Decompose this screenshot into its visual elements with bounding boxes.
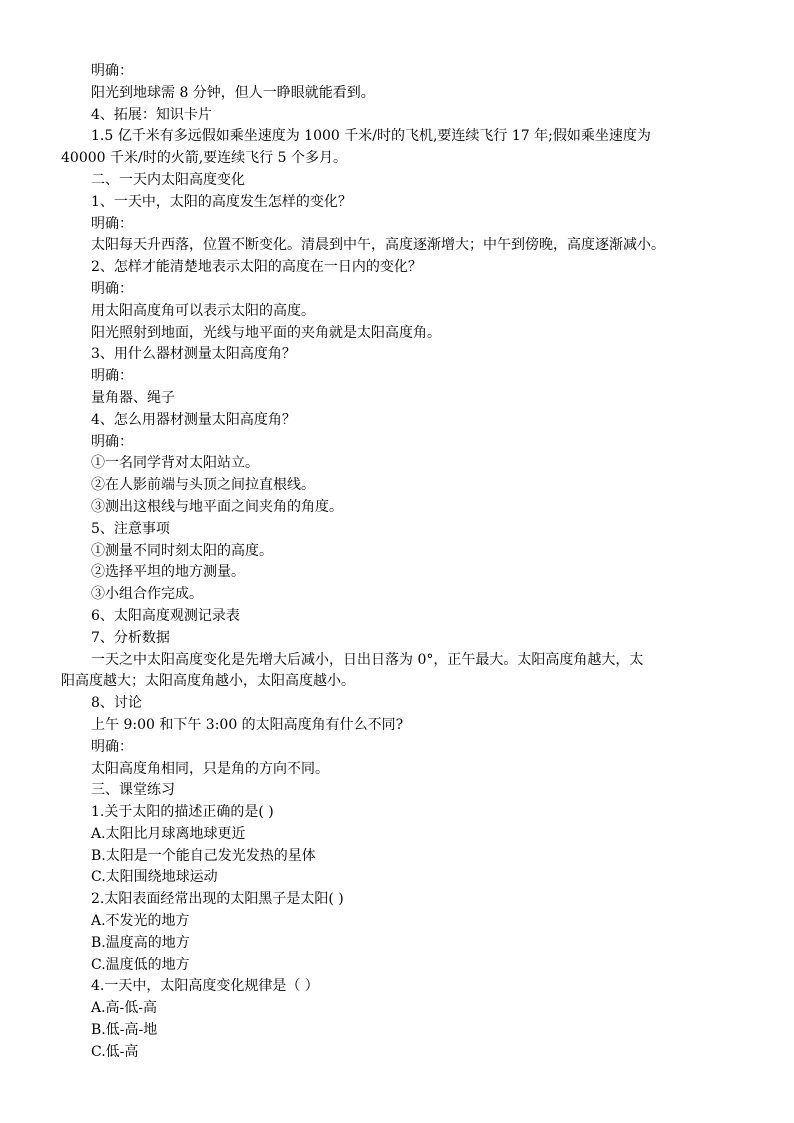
text-line: ①一名同学背对太阳站立。	[91, 455, 259, 472]
text-line: 明确：	[91, 368, 133, 385]
text-line: 阳高度越大；太阳高度角越小，太阳高度越小。	[61, 673, 355, 690]
text-line: 二、一天内太阳高度变化	[91, 171, 245, 188]
text-line: 太阳每天升西落，位置不断变化。清晨到中午，高度逐渐增大；中午到傍晚，高度逐渐减小。	[91, 237, 665, 254]
text-line: A.太阳比月球离地球更近	[91, 825, 246, 842]
text-line: 8、讨论	[91, 695, 142, 712]
text-line: 阳光照射到地面，光线与地平面的夹角就是太阳高度角。	[91, 324, 441, 341]
text-line: 量角器、绳子	[91, 389, 175, 406]
text-line: ③测出这根线与地平面之间夹角的角度。	[91, 498, 343, 515]
text-line: 用太阳高度角可以表示太阳的高度。	[91, 302, 315, 319]
text-line: 明确：	[91, 738, 133, 755]
text-line: 1.5 亿千米有多远假如乘坐速度为 1000 千米/时的飞机,要连续飞行 17 年;假如乘坐速度为	[91, 128, 651, 145]
text-line: 明确：	[91, 433, 133, 450]
text-line: 明确：	[91, 280, 133, 297]
text-line: B.低-高-地	[91, 1022, 158, 1039]
text-line: 3、用什么器材测量太阳高度角？	[91, 346, 296, 363]
text-line: 40000 千米/时的火箭,要连续飞行 5 个多月。	[61, 150, 347, 167]
text-line: 4.一天中，太阳高度变化规律是（ ）	[91, 978, 319, 995]
text-line: 4、拓展：知识卡片	[91, 106, 212, 123]
text-line: 明确：	[91, 215, 133, 232]
text-line: 太阳高度角相同，只是角的方向不同。	[91, 760, 329, 777]
text-line: C.温度低的地方	[91, 956, 190, 973]
text-line: A.高-低-高	[91, 1000, 158, 1017]
text-line: B.太阳是一个能自己发光发热的星体	[91, 847, 316, 864]
document-body	[0, 61, 794, 1064]
text-line: 7、分析数据	[91, 629, 170, 646]
text-line: 1.关于太阳的描述正确的是( )	[91, 804, 274, 821]
text-line: 2、怎样才能清楚地表示太阳的高度在一日内的变化？	[91, 259, 422, 276]
text-line: 三、课堂练习	[91, 782, 175, 799]
text-line: C.太阳围绕地球运动	[91, 869, 218, 886]
text-line: ②选择平坦的地方测量。	[91, 564, 245, 581]
text-line: ③小组合作完成。	[91, 586, 203, 603]
text-line: 明确：	[91, 63, 133, 79]
text-line: 1、一天中，太阳的高度发生怎样的变化？	[91, 193, 352, 210]
text-line: C.低-高	[91, 1043, 139, 1060]
text-line: 2.太阳表面经常出现的太阳黑子是太阳( )	[91, 891, 344, 908]
text-line: 上午 9:00 和下午 3:00 的太阳高度角有什么不同?	[91, 716, 404, 733]
text-line: 5、注意事项	[91, 520, 170, 537]
text-line: A.不发光的地方	[91, 913, 190, 930]
text-line: 6、太阳高度观测记录表	[91, 607, 240, 624]
text-line: 4、怎么用器材测量太阳高度角？	[91, 411, 296, 428]
text-line: B.温度高的地方	[91, 934, 190, 951]
text-line: 一天之中太阳高度变化是先增大后减小，日出日落为 0°，正午最大。太阳高度角越大，太	[91, 651, 644, 668]
text-line: ①测量不同时刻太阳的高度。	[91, 542, 273, 559]
text-line: 阳光到地球需 8 分钟，但人一睁眼就能看到。	[91, 84, 375, 101]
text-line: ②在人影前端与头顶之间拉直根线。	[91, 477, 315, 494]
